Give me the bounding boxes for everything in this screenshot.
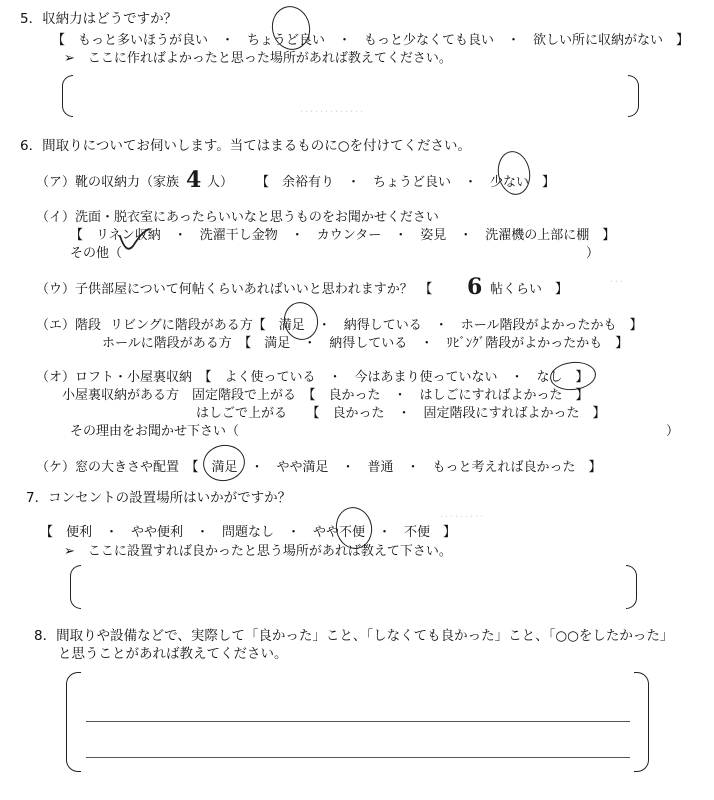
q5-prompt: ➢ ここに作ればよかったと思った場所があれば教えてください。 (64, 51, 452, 66)
q6-e-label: （エ）階段 (36, 318, 102, 333)
q6-i-options[interactable]: 【 リネン収納 ・ 洗濯干し金物 ・ カウンター ・ 姿見 ・ 洗濯機の上部に棚 】 (70, 228, 616, 243)
q6-u-unit: 帖くらい 】 (490, 282, 569, 297)
q6-a-options[interactable]: 【 余裕有り ・ ちょうど良い ・ 少ない 】 (256, 175, 556, 190)
q6-e-hall-stairs[interactable]: ホールに階段がある方 【 満足 ・ 納得している ・ ﾘﾋﾞﾝｸﾞ階段がよかったかも 】 (102, 336, 629, 351)
q8-answer-box-left (66, 672, 81, 772)
q5-answer-box-left (62, 75, 73, 117)
q6-ke-window[interactable]: （ケ）窓の大きさや配置 【 満足 ・ やや満足 ・ 普通 ・ もっと考えれば良かった 】 (36, 460, 602, 475)
bleed-through-3: ．．．．．．．．． (440, 509, 490, 520)
q6-a-family-count[interactable]: 4 (186, 167, 202, 193)
q6-o-fixed-stairs[interactable]: 小屋裏収納がある方 固定階段で上がる 【 良かった ・ はしごにすればよかった 】 (62, 388, 589, 403)
q6-u-tatami-count[interactable]: 6 (467, 274, 483, 300)
q8-title-cont: と思うことがあれば教えてください。 (58, 646, 288, 662)
q8-answer-box-right (634, 672, 649, 772)
q5-title: 5．収納力はどうですか？ (20, 11, 178, 27)
q5-options[interactable]: 【 もっと多いほうが良い ・ ちょうど良い ・ もっと少なくても良い ・ 欲しい所に収納がない 】 (52, 33, 690, 48)
q6-i-other: その他（ (70, 246, 123, 261)
q6-title: 6．間取りについてお伺いします。当てはまるものに○を付けてください。 (20, 138, 472, 154)
q7-answer-box-right (626, 565, 637, 609)
q5-answer-box-right (628, 75, 639, 117)
q6-i-label: （イ）洗面・脱衣室にあったらいいなと思うものをお聞かせください (36, 210, 439, 225)
q7-options[interactable]: 【 便利 ・ やや便利 ・ 問題なし ・ やや不便 ・ 不便 】 (40, 525, 457, 540)
q6-o-reason-close: ） (666, 424, 680, 439)
q6-u-label: （ウ）子供部屋について何帖くらいあればいいと思われますか？ 【 (36, 282, 433, 297)
q6-ke-answer-circle (200, 442, 248, 485)
q6-o-label[interactable]: （オ）ロフト・小屋裏収納 【 よく使っている ・ 今はあまり使っていない ・ なし 】 (36, 370, 589, 385)
q6-o-ladder[interactable]: はしごで上がる 【 良かった ・ 固定階段にすればよかった 】 (196, 406, 606, 421)
q7-title: 7．コンセントの設置場所はいかがですか？ (26, 490, 292, 506)
q6-a-unit: 人） (207, 175, 234, 190)
q8-answer-line-2 (86, 757, 630, 758)
q8-answer-line-1 (86, 721, 630, 722)
q6-o-reason: その理由をお聞かせ下さい（ (70, 424, 240, 439)
bleed-through-2: ．．． (610, 274, 630, 285)
q7-answer-box-left (70, 565, 81, 609)
bleed-through-1: ．．．．．．．．．．．．． (300, 104, 370, 115)
q7-prompt: ➢ ここに設置すれば良かったと思う場所があれば教えて下さい。 (64, 544, 452, 559)
q6-a-label: （ア）靴の収納力（家族 (36, 175, 180, 190)
q6-e-living-stairs[interactable]: リビングに階段がある方【 満足 ・ 納得している ・ ホール階段がよかったかも 】 (110, 318, 643, 333)
q8-title: 8．間取りや設備などで、実際して「良かった」こと、「しなくても良かった」こと、「○○をしたかった」 (34, 628, 674, 644)
q6-i-other-close: ） (586, 246, 600, 261)
